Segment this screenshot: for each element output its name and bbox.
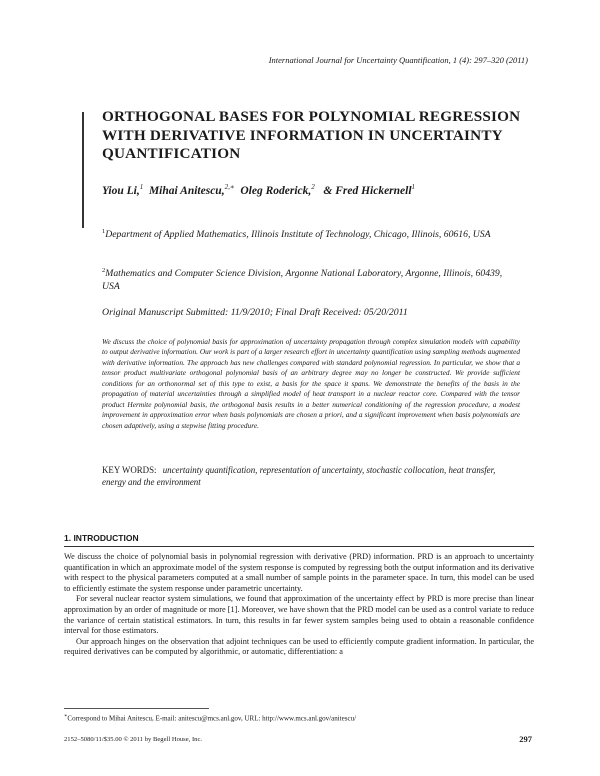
author-list (102, 183, 415, 197)
affiliation-text: Department of Applied Mathematics, Illinois Institute of Technology, Chicago, Illinois, 60616, USA (105, 229, 491, 241)
footnote (64, 713, 356, 722)
author-mark: 2 (311, 183, 315, 191)
keywords-label: KEY WORDS: (102, 465, 157, 475)
affiliation-mark: 1 (102, 228, 106, 235)
author-name: Yiou Li, (102, 184, 140, 197)
keywords-text: uncertainty quantification, representation of uncertainty, stochastic collocation, heat transfer, energy and the environment (102, 465, 496, 487)
title-rule (82, 112, 84, 228)
author-mark: 2,∗ (224, 183, 235, 191)
footnote-text: Correspond to Mihai Anitescu, E-mail: anitescu@mcs.anl.gov, URL: http://www.mcs.anl.gov/anitescu/ (67, 714, 357, 723)
author-name: Oleg Roderick, (240, 184, 312, 197)
journal-reference: International Journal for Uncertainty Quantification, 1 (4): 297–320 (2011) (268, 55, 528, 65)
footnote-mark: ∗ (64, 714, 68, 719)
keywords (102, 464, 520, 488)
abstract: We discuss the choice of polynomial basis for approximation of uncertainty propagation through complex simulation models with capability to output derivative information. Our work is part of a larger research effort in uncertainty quantification using sampling methods augmented with derivative information. The approach has new challenges compared with standard polynomial regression. In particular, we show that a tensor product multivariate orthogonal polynomial basis of an arbitrary degree may no longer be constructed. We provide sufficient conditions for an orthonormal set of this type to exist, a basis for the space it spans. We demonstrate the benefits of the basis in the propagation of material uncertainties through a simplified model of heat transport in a nuclear reactor core. Compared with the tensor product Hermite polynomial basis, the orthogonal basis results in a better numerical conditioning of the regression procedure, a modest improvement in approximation error when basis polynomials are chosen a priori, and a significant improvement when basis polynomials are chosen adaptively, using a stepwise fitting procedure. (102, 337, 520, 430)
author-name: Mihai Anitescu, (148, 184, 225, 197)
paragraph: For several nuclear reactor system simulations, we found that approximation of the uncertainty effect by PRD is more precise than linear approximation by an order of magnitude or more [1]. Moreover, we have shown that the PRD model can be used as a control variate to reduce the variance of certain statistical estimators. In turn, this results in far fewer system samples being used to obtain a reasonable confidence interval for those estimators. (64, 594, 534, 636)
body-text (64, 552, 534, 658)
affiliation-2 (102, 265, 522, 293)
footnote-rule (64, 708, 209, 709)
paragraph: We discuss the choice of polynomial basis in polynomial regression with derivative (PRD) information. PRD is an approach to uncertainty quantification in which an approximate model of the system response is computed by regressing both the output information and its derivative with respect to the physical parameters computed at a small number of sample points in the parameter space. In turn, this model can be used to efficiently estimate the system response under parametric uncertainty. (64, 552, 534, 593)
author-name: & Fred Hickernell (323, 184, 412, 197)
manuscript-dates: Original Manuscript Submitted: 11/9/2010; Final Draft Received: 05/20/2011 (102, 307, 408, 318)
copyright-line: 2152–5080/11/$35.00 © 2011 by Begell House, Inc. (64, 736, 203, 743)
page-number: 297 (519, 734, 532, 744)
section-heading: 1. INTRODUCTION (64, 533, 139, 543)
affiliation-text: Mathematics and Computer Science Division, Argonne National Laboratory, Argonne, Illinois, 60439, USA (102, 268, 503, 292)
author-mark: 1 (411, 183, 416, 191)
paper-title: ORTHOGONAL BASES FOR POLYNOMIAL REGRESSION WITH DERIVATIVE INFORMATION IN UNCERTAINTY QUANTIFICATION (102, 108, 521, 162)
author-mark: 1 (139, 183, 144, 191)
affiliation-1 (102, 226, 522, 242)
section-rule (64, 546, 534, 547)
paragraph: Our approach hinges on the observation that adjoint techniques can be used to efficiently compute gradient information. In particular, the required derivatives can be computed by algorithmic, or automatic, differentiation: a (64, 636, 534, 657)
affiliation-mark: 2 (102, 267, 106, 274)
